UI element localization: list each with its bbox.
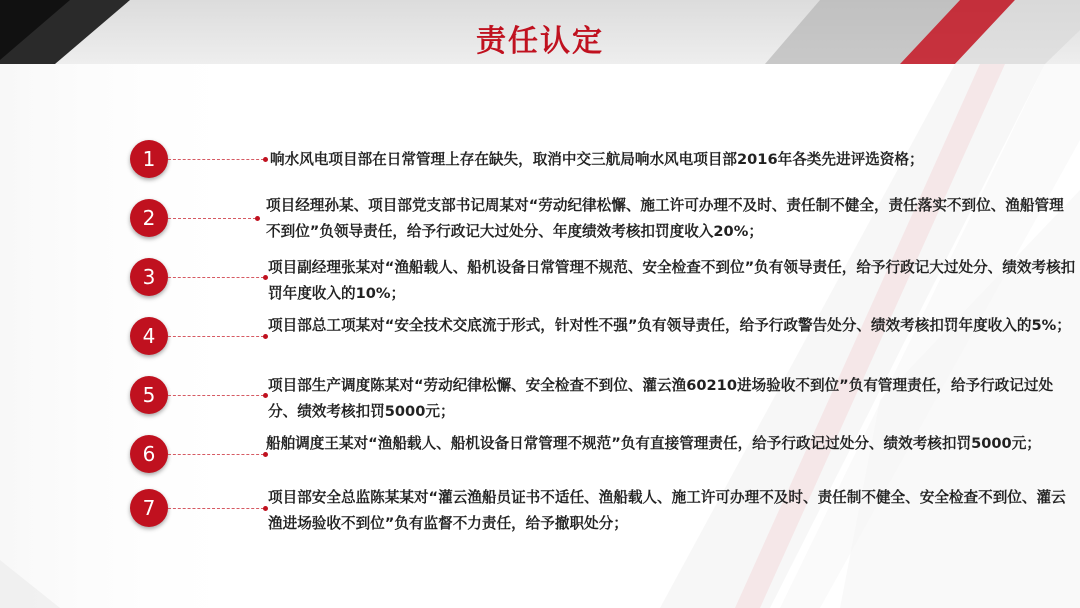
- item-number-badge: 3: [130, 258, 168, 296]
- dotted-connector: [168, 336, 264, 337]
- item-text: 项目副经理张某对“渔船载人、船机设备日常管理不规范、安全检查不到位”负有领导责任，给予行政记大过处分、绩效考核扣罚年度收入的10%；: [268, 259, 1076, 302]
- dotted-connector: [168, 454, 264, 455]
- connector-dot: [255, 216, 260, 221]
- item-number-badge: 5: [130, 376, 168, 414]
- page-title: 责任认定: [476, 24, 604, 59]
- list-item: [0, 317, 1080, 377]
- list-item: [0, 140, 1080, 200]
- item-number-badge: 6: [130, 435, 168, 473]
- item-text: 项目经理孙某、项目部党支部书记周某对“劳动纪律松懈、施工许可办理不及时、责任制不健全，责任落实不到位、渔船管理不到位”负领导责任，给予行政记大过处分、年度绩效考核扣罚度收入20%；: [266, 197, 1064, 240]
- item-text: 响水风电项目部在日常管理上存在缺失，取消中交三航局响水风电项目部2016年各类先进评选资格；: [270, 151, 924, 168]
- item-text: 项目部安全总监陈某某对“灌云渔船员证书不适任、渔船载人、施工许可办理不及时、责任制不健全、安全检查不到位、灌云渔进场验收不到位”负有监督不力责任，给予撤职处分；: [268, 489, 1066, 532]
- item-text: 项目部总工项某对“安全技术交底流于形式，针对性不强”负有领导责任，给予行政警告处分、绩效考核扣罚年度收入的5%；: [268, 317, 1071, 334]
- dotted-connector: [168, 508, 264, 509]
- item-number-badge: 4: [130, 317, 168, 355]
- dotted-connector: [168, 159, 264, 160]
- dotted-connector: [168, 218, 256, 219]
- item-number-badge: 2: [130, 199, 168, 237]
- dotted-connector: [168, 395, 264, 396]
- dotted-connector: [168, 277, 264, 278]
- list-item: [0, 199, 1080, 259]
- list-item: [0, 489, 1080, 549]
- connector-dot: [263, 157, 268, 162]
- list-item: [0, 258, 1080, 318]
- item-number-badge: 7: [130, 489, 168, 527]
- item-number-badge: 1: [130, 140, 168, 178]
- item-text: 项目部生产调度陈某对“劳动纪律松懈、安全检查不到位、灌云渔60210进场验收不到位”负有管理责任，给予行政记过处分、绩效考核扣罚5000元；: [268, 377, 1054, 420]
- list-item: [0, 376, 1080, 436]
- item-text: 船舶调度王某对“渔船载人、船机设备日常管理不规范”负有直接管理责任，给予行政记过处分、绩效考核扣罚5000元；: [266, 435, 1041, 452]
